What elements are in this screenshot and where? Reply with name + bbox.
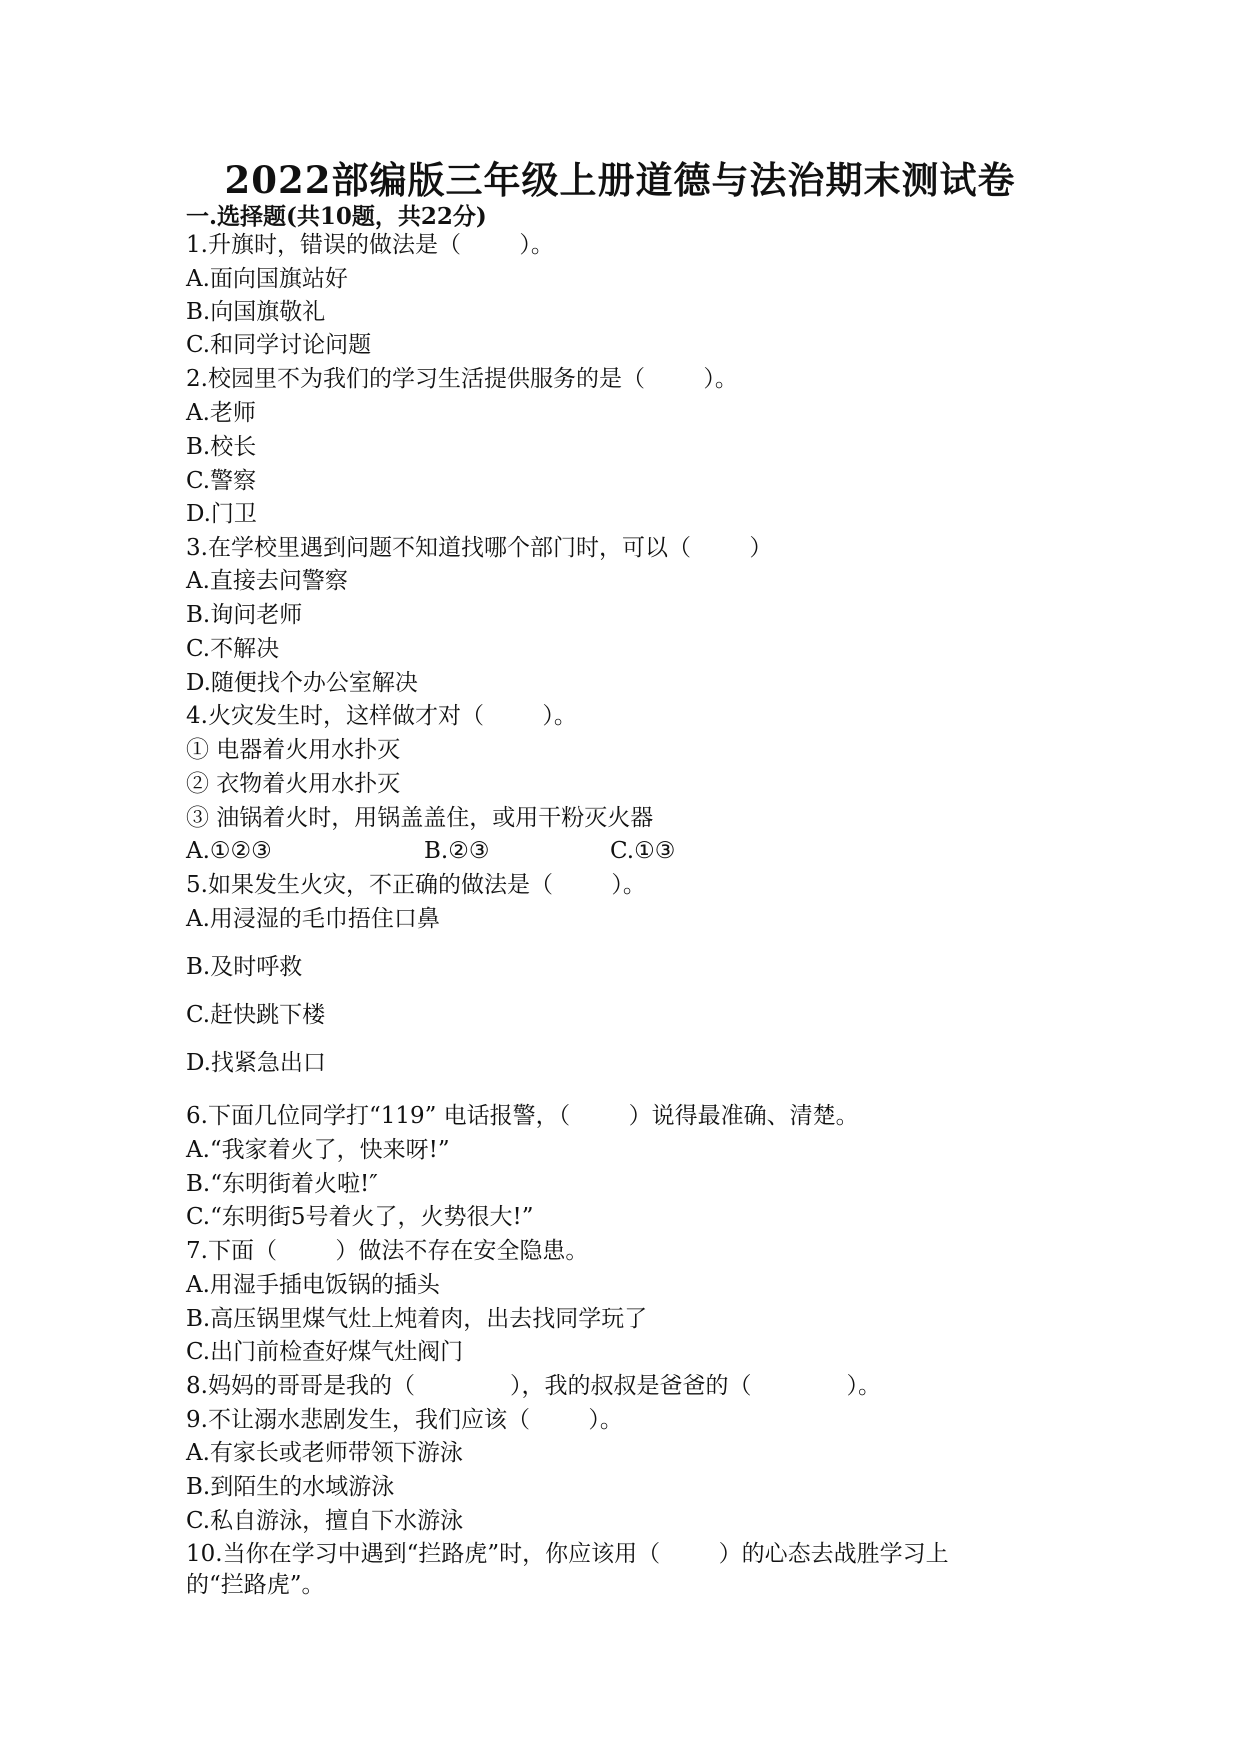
question-option: C.警察	[186, 468, 257, 494]
question-stem: 3.在学校里遇到问题不知道找哪个部门时，可以（ ）	[186, 535, 773, 561]
question-option: B.②③	[424, 838, 490, 864]
question-statement: ① 电器着火用水扑灭	[186, 737, 401, 763]
question-option: B.询问老师	[186, 602, 303, 628]
section-heading: 一.选择题(共10题，共22分)	[186, 203, 487, 230]
question-stem: 2.校园里不为我们的学习生活提供服务的是（ ）。	[186, 366, 738, 392]
question-statement: ② 衣物着火用水扑灭	[186, 771, 401, 797]
question-option: C.“东明街5号着火了，火势很大!”	[186, 1204, 534, 1230]
question-option: A.①②③	[186, 838, 272, 864]
question-option: C.不解决	[186, 636, 280, 662]
question-option: C.出门前检查好煤气灶阀门	[186, 1339, 464, 1365]
question-option: B.“东明街着火啦!″	[186, 1171, 378, 1197]
question-option: C.赶快跳下楼	[186, 1002, 326, 1028]
question-option: A.“我家着火了，快来呀!”	[186, 1137, 450, 1163]
question-option: A.用湿手插电饭锅的插头	[186, 1272, 440, 1298]
question-option: A.直接去问警察	[186, 568, 348, 594]
question-option: D.找紧急出口	[186, 1050, 326, 1076]
question-option: B.高压锅里煤气灶上炖着肉，出去找同学玩了	[186, 1306, 648, 1332]
question-option: A.面向国旗站好	[186, 266, 348, 292]
question-statement: ③ 油锅着火时，用锅盖盖住，或用干粉灭火器	[186, 805, 654, 831]
question-stem: 8.妈妈的哥哥是我的（ ），我的叔叔是爸爸的（ ）。	[186, 1373, 882, 1399]
document-title: 2022部编版三年级上册道德与法治期末测试卷	[224, 158, 1016, 202]
question-option: B.向国旗敬礼	[186, 299, 326, 325]
question-option: A.有家长或老师带领下游泳	[186, 1440, 463, 1466]
question-stem: 1.升旗时，错误的做法是（ ）。	[186, 232, 554, 258]
question-option: B.及时呼救	[186, 954, 303, 980]
question-stem: 5.如果发生火灾，不正确的做法是（ ）。	[186, 872, 646, 898]
question-stem-continued: 的“拦路虎”。	[186, 1572, 325, 1598]
question-stem: 9.不让溺水悲剧发生，我们应该（ ）。	[186, 1407, 623, 1433]
question-stem: 10.当你在学习中遇到“拦路虎”时，你应该用（ ）的心态去战胜学习上	[186, 1541, 949, 1567]
question-option: D.门卫	[186, 501, 257, 527]
question-option: A.用浸湿的毛巾捂住口鼻	[186, 906, 440, 932]
question-stem: 6.下面几位同学打“119” 电话报警，（ ）说得最准确、清楚。	[186, 1103, 859, 1129]
question-option: A.老师	[186, 400, 256, 426]
question-option: C.①③	[610, 838, 676, 864]
question-option: C.和同学讨论问题	[186, 332, 372, 358]
question-option: B.校长	[186, 434, 257, 460]
question-option: C.私自游泳，擅自下水游泳	[186, 1508, 464, 1534]
question-stem: 4.火灾发生时，这样做才对（ ）。	[186, 703, 577, 729]
question-option: B.到陌生的水域游泳	[186, 1474, 395, 1500]
question-option: D.随便找个办公室解决	[186, 670, 418, 696]
question-stem: 7.下面（ ）做法不存在安全隐患。	[186, 1238, 589, 1264]
